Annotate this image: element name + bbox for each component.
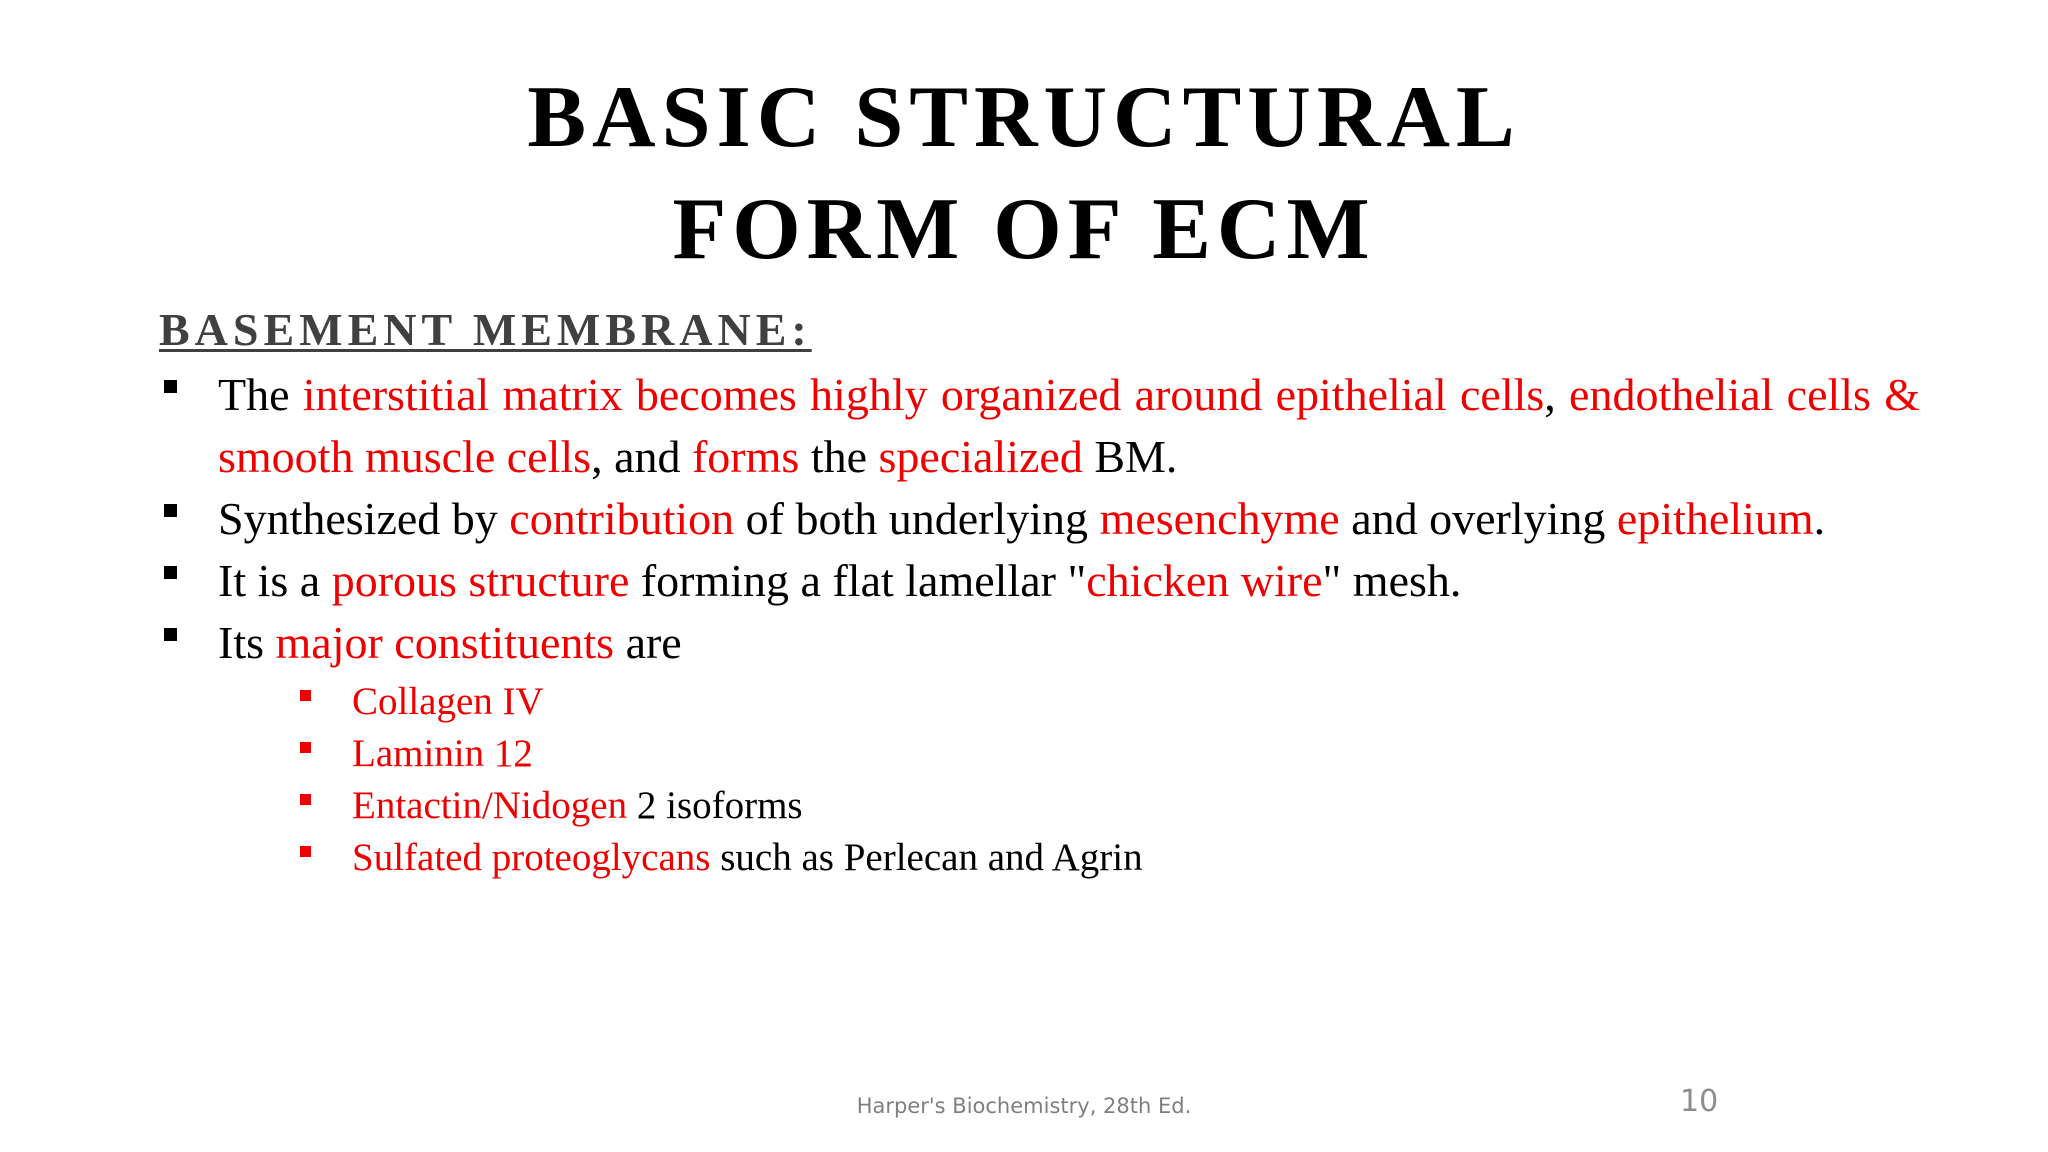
square-bullet-icon	[164, 566, 177, 579]
text-segment: are	[614, 617, 682, 668]
bullet-list	[160, 364, 1920, 884]
bullet-text	[218, 555, 1461, 606]
constituent-text	[294, 832, 1143, 884]
bullet-item	[160, 488, 1920, 550]
highlight-segment: Entactin/Nidogen	[352, 784, 628, 827]
highlight-segment: chicken wire	[1086, 555, 1323, 606]
bullet-item	[160, 612, 1920, 884]
highlight-segment: endothelial cells & smooth muscle cells	[218, 369, 1920, 482]
constituent-item	[218, 832, 1920, 884]
bullet-item	[160, 364, 1920, 488]
highlight-segment: forms	[691, 431, 800, 482]
bullet-item	[160, 550, 1920, 612]
constituent-item	[218, 780, 1920, 832]
bullet-text	[218, 493, 1825, 544]
constituents-list	[218, 676, 1920, 884]
text-segment: forming a flat lamellar "	[629, 555, 1087, 606]
text-segment: BM.	[1082, 431, 1178, 482]
slide-title-line-1: BASIC STRUCTURAL	[527, 69, 1521, 166]
highlight-segment: mesenchyme	[1099, 493, 1340, 544]
text-segment: It is a	[218, 555, 332, 606]
highlight-segment: Sulfated proteoglycans	[352, 836, 711, 879]
highlight-segment: epithelium	[1616, 493, 1814, 544]
text-segment: the	[799, 431, 879, 482]
text-segment: Its	[218, 617, 276, 668]
red-square-bullet-icon	[300, 846, 311, 857]
square-bullet-icon	[164, 628, 177, 641]
constituent-item	[218, 728, 1920, 780]
text-segment: The	[218, 369, 303, 420]
text-segment: " mesh.	[1322, 555, 1462, 606]
slide-title-line-2: FORM OF ECM	[672, 181, 1376, 278]
square-bullet-icon	[164, 504, 177, 517]
highlight-segment: specialized	[878, 431, 1083, 482]
section-heading: BASEMENT MEMBRANE:	[159, 304, 812, 355]
constituent-text	[294, 728, 533, 780]
text-segment: and overlying	[1339, 493, 1617, 544]
footer-source: Harper's Biochemistry, 28th Ed.	[856, 1094, 1192, 1118]
text-segment: of both underlying	[734, 493, 1100, 544]
constituent-text	[294, 780, 803, 832]
highlight-segment: Collagen IV	[352, 680, 544, 723]
text-segment: , and	[591, 431, 692, 482]
square-bullet-icon	[164, 380, 177, 393]
red-square-bullet-icon	[300, 742, 311, 753]
constituent-item	[218, 676, 1920, 728]
text-segment: .	[1813, 493, 1826, 544]
red-square-bullet-icon	[300, 690, 311, 701]
highlight-segment: major constituents	[275, 617, 615, 668]
text-segment: ,	[1544, 369, 1570, 420]
highlight-segment: Laminin 12	[352, 732, 533, 775]
constituent-text	[294, 676, 544, 728]
highlight-segment: contribution	[509, 493, 735, 544]
red-square-bullet-icon	[300, 794, 311, 805]
text-segment: Synthesized by	[218, 493, 510, 544]
highlight-segment: porous structure	[331, 555, 630, 606]
highlight-segment: interstitial matrix becomes highly organized around epithelial cells	[302, 369, 1545, 420]
bullet-text	[218, 617, 682, 668]
slide-title	[0, 62, 2048, 286]
text-segment: 2 isoforms	[627, 784, 803, 827]
page-number: 10	[1680, 1084, 1719, 1119]
bullet-text	[218, 369, 1920, 482]
text-segment: such as Perlecan and Agrin	[710, 836, 1143, 879]
